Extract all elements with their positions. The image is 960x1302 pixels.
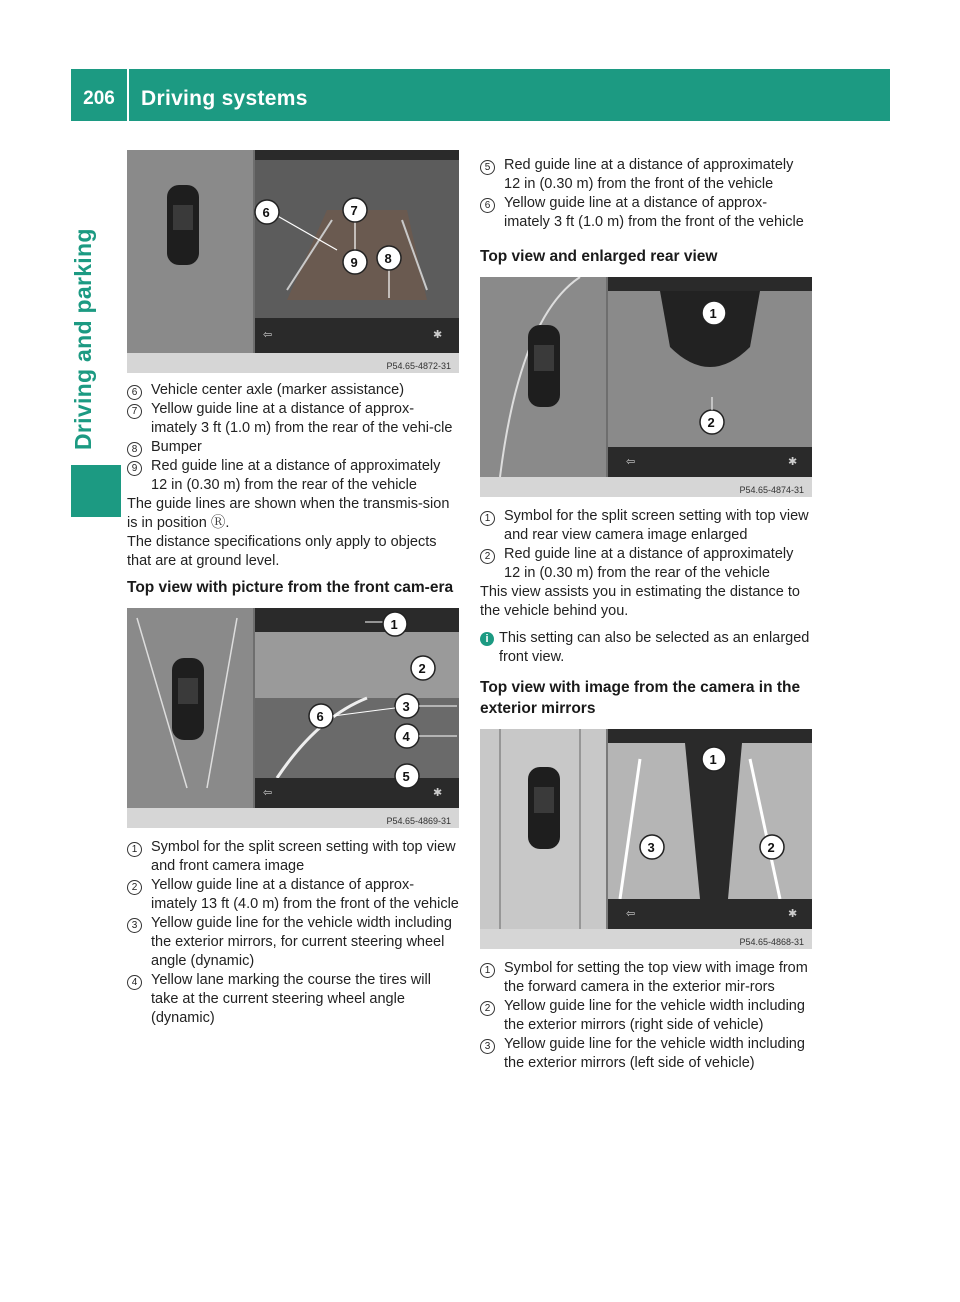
svg-text:⇦: ⇦ bbox=[626, 456, 636, 468]
figure-front-camera-image bbox=[127, 608, 459, 808]
section-heading: Top view and enlarged rear view bbox=[480, 248, 718, 265]
right-column bbox=[480, 156, 812, 1073]
list-item: 9 Red guide line at a distance of approximately 12 in (0.30 m) from the rear of the vehicle bbox=[127, 457, 459, 495]
figure-code: P54.65-4872-31 bbox=[386, 361, 451, 371]
figure-rear-camera bbox=[127, 150, 459, 373]
svg-text:✱: ✱ bbox=[433, 787, 443, 799]
list-item: 3 Yellow guide line for the vehicle width including the exterior mirrors (left side of vehicle) bbox=[480, 1035, 812, 1073]
left-column bbox=[127, 150, 459, 1028]
list-item: 1 Symbol for the split screen setting with top view and front camera image bbox=[127, 838, 459, 876]
svg-text:2: 2 bbox=[418, 661, 426, 676]
section-heading: Top view with picture from the front cam-era bbox=[127, 579, 454, 596]
list-item: 1 Symbol for the split screen setting with top view and rear view camera image enlarged bbox=[480, 507, 812, 545]
figure-rear-camera-image bbox=[127, 150, 459, 353]
svg-text:1: 1 bbox=[709, 752, 717, 767]
figure-rear-enlarged bbox=[480, 277, 812, 497]
svg-text:1: 1 bbox=[709, 306, 717, 321]
svg-text:3: 3 bbox=[402, 699, 410, 714]
figure-mirror-camera bbox=[480, 729, 812, 949]
list-item: 2 Red guide line at a distance of approximately 12 in (0.30 m) from the rear of the vehicle bbox=[480, 545, 812, 583]
info-note-text: This setting can also be selected as an enlarged front view. bbox=[499, 630, 810, 665]
svg-text:⇦: ⇦ bbox=[626, 908, 636, 920]
svg-text:6: 6 bbox=[316, 709, 324, 724]
section-tab-label: Driving and parking bbox=[70, 228, 96, 450]
list-item: 1 Symbol for setting the top view with image from the forward camera in the exterior mir-rors bbox=[480, 959, 812, 997]
section-heading: Top view with image from the camera in the exterior mirrors bbox=[480, 679, 801, 717]
svg-text:7: 7 bbox=[350, 203, 358, 218]
header-divider bbox=[127, 69, 129, 121]
svg-text:2: 2 bbox=[767, 840, 775, 855]
svg-text:✱: ✱ bbox=[788, 456, 798, 468]
info-icon: i bbox=[480, 632, 494, 646]
back-arrow-icon: ⇦ bbox=[263, 329, 273, 341]
figure-code: P54.65-4869-31 bbox=[386, 816, 451, 826]
svg-text:4: 4 bbox=[402, 729, 410, 744]
svg-text:5: 5 bbox=[402, 769, 410, 784]
list-item: 5 Red guide line at a distance of approximately 12 in (0.30 m) from the front of the vehicle bbox=[480, 156, 812, 194]
paragraph: The guide lines are shown when the transmis-sion is in position Ⓡ. bbox=[127, 496, 450, 531]
section-tab-marker bbox=[71, 465, 121, 517]
list-item: 2 Yellow guide line at a distance of approx-imately 13 ft (4.0 m) from the front of the vehicle bbox=[127, 876, 459, 914]
figure-mirror-camera-image bbox=[480, 729, 812, 929]
gear-icon: ✱ bbox=[433, 329, 443, 341]
svg-text:6: 6 bbox=[262, 205, 270, 220]
figure-front-camera bbox=[127, 608, 459, 828]
figure-code: P54.65-4874-31 bbox=[739, 485, 804, 495]
list-item: 4 Yellow lane marking the course the tires will take at the current steering wheel angle (dynamic) bbox=[127, 971, 459, 1028]
svg-text:1: 1 bbox=[390, 617, 398, 632]
list-item: 6 Yellow guide line at a distance of approx-imately 3 ft (1.0 m) from the front of the vehicle bbox=[480, 194, 812, 232]
svg-text:8: 8 bbox=[384, 251, 392, 266]
svg-text:3: 3 bbox=[647, 840, 655, 855]
list-item: 8 Bumper bbox=[127, 438, 459, 457]
page-number: 206 bbox=[83, 88, 115, 109]
list-item: 2 Yellow guide line for the vehicle width including the exterior mirrors (right side of vehicle) bbox=[480, 997, 812, 1035]
list-item: 7 Yellow guide line at a distance of approx-imately 3 ft (1.0 m) from the rear of the vehi-cle bbox=[127, 400, 459, 438]
paragraph: The distance specifications only apply to objects that are at ground level. bbox=[127, 534, 437, 569]
page-title: Driving systems bbox=[141, 87, 308, 110]
svg-text:2: 2 bbox=[707, 415, 715, 430]
list-item: 3 Yellow guide line for the vehicle width including the exterior mirrors, for current steering wheel angle (dynamic) bbox=[127, 914, 459, 971]
info-note bbox=[480, 629, 812, 667]
svg-text:9: 9 bbox=[350, 255, 358, 270]
svg-text:⇦: ⇦ bbox=[263, 787, 273, 799]
svg-text:✱: ✱ bbox=[788, 908, 798, 920]
list-item: 6 Vehicle center axle (marker assistance) bbox=[127, 381, 459, 400]
figure-code: P54.65-4868-31 bbox=[739, 937, 804, 947]
figure-rear-enlarged-image bbox=[480, 277, 812, 477]
paragraph: This view assists you in estimating the distance to the vehicle behind you. bbox=[480, 584, 800, 619]
